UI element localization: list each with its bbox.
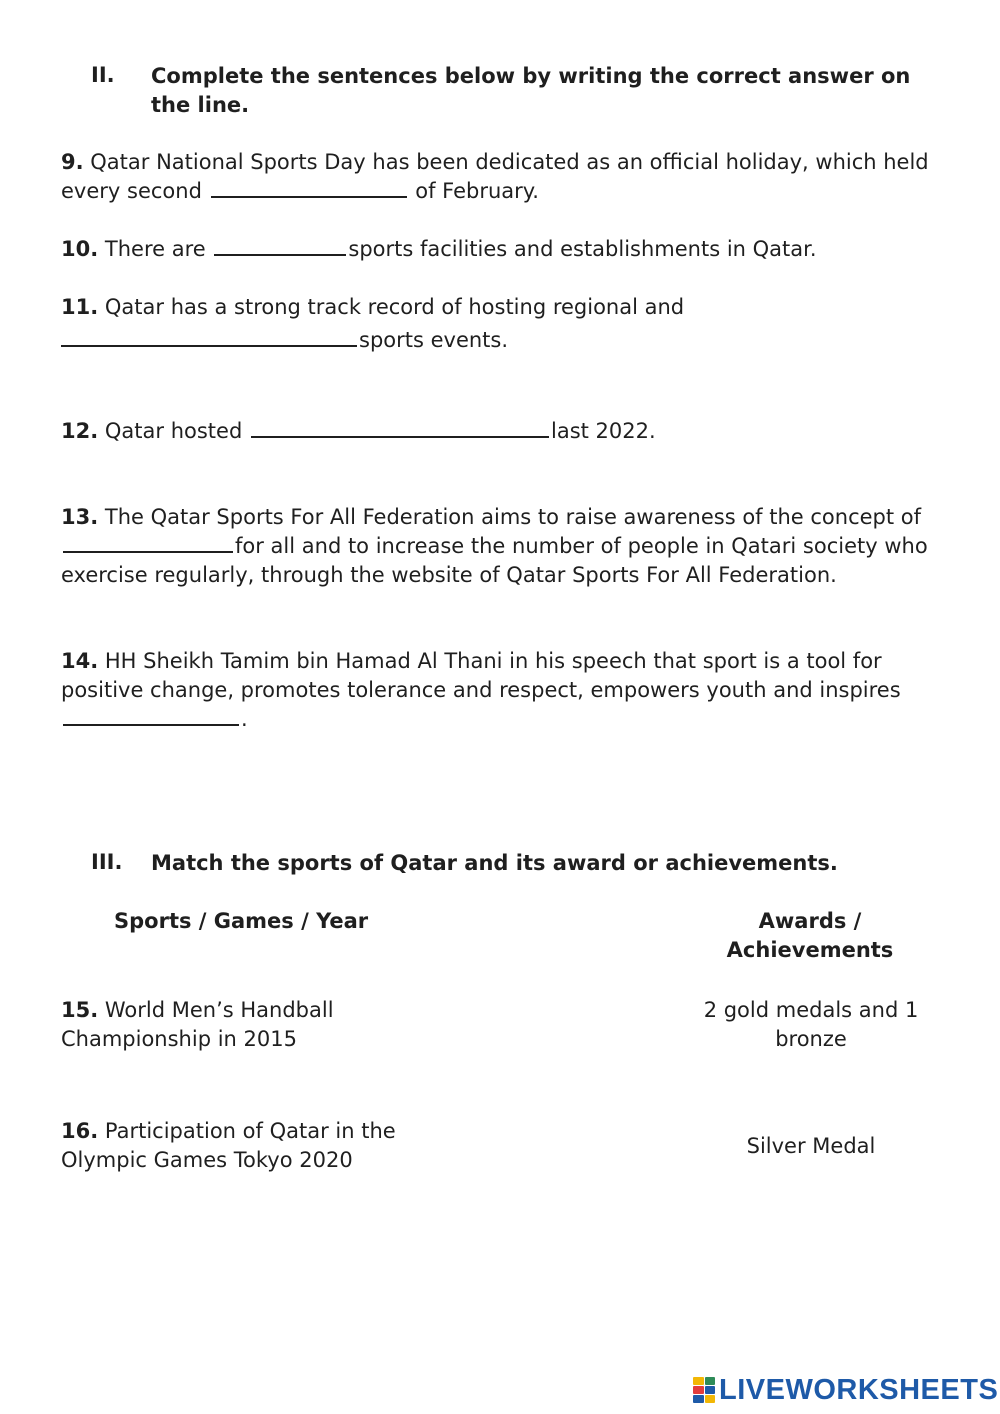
question-9 <box>61 148 961 206</box>
question-text-after: for all and to increase the number of people in Qatari society who exercise regularly, through the website of Qatar Sports For All Federation. <box>61 534 928 587</box>
question-text: The Qatar Sports For All Federation aims to raise awareness of the concept of <box>104 505 922 529</box>
question-number: 13. <box>61 505 99 529</box>
answer-blank-12[interactable] <box>251 418 549 438</box>
question-11-line-2 <box>61 326 961 355</box>
question-number: 12. <box>61 419 99 443</box>
answer-blank-13[interactable] <box>63 533 233 553</box>
question-14 <box>61 647 961 734</box>
question-text-after: sports events. <box>359 328 509 352</box>
question-text: Qatar National Sports Day has been dedicated as an official holiday, which held every second <box>61 150 929 203</box>
question-text-after: . <box>241 707 248 731</box>
question-text: Qatar hosted <box>104 419 243 443</box>
match-item-left[interactable] <box>61 996 441 1054</box>
question-number: 15. <box>61 998 99 1022</box>
left-column-header: Sports / Games / Year <box>114 909 369 933</box>
right-header-line-1: Awards / <box>758 909 862 933</box>
match-left-text: World Men’s Handball Championship in 2015 <box>61 998 334 1051</box>
question-13 <box>61 503 961 590</box>
match-item-right[interactable] <box>690 1132 932 1161</box>
right-column-header <box>690 907 930 965</box>
question-number: 11. <box>61 295 99 319</box>
question-text: HH Sheikh Tamim bin Hamad Al Thani in his speech that sport is a tool for positive change, promotes tolerance and respect, empowers youth and inspires <box>61 649 901 702</box>
question-text-after: sports facilities and establishments in Qatar. <box>348 237 817 261</box>
liveworksheets-logo-icon <box>693 1377 715 1403</box>
liveworksheets-logo <box>693 1375 998 1405</box>
question-text-after: of February. <box>408 179 539 203</box>
question-number: 14. <box>61 649 99 673</box>
question-text: Qatar has a strong track record of hosting regional and <box>104 295 685 319</box>
question-number: 9. <box>61 150 84 174</box>
question-number: 10. <box>61 237 99 261</box>
section-2-numeral: II. <box>91 63 115 87</box>
question-text-after: last 2022. <box>550 419 656 443</box>
right-header-line-2: Achievements <box>726 938 894 962</box>
match-item-right[interactable] <box>690 996 932 1054</box>
match-item-left[interactable] <box>61 1117 441 1175</box>
question-12 <box>61 417 961 446</box>
section-3-title: Match the sports of Qatar and its award or achievements. <box>151 851 838 875</box>
answer-blank-10[interactable] <box>214 236 346 256</box>
question-10 <box>61 235 961 264</box>
question-text: There are <box>104 237 206 261</box>
section-3-numeral: III. <box>91 850 123 874</box>
match-left-text: Participation of Qatar in the Olympic Games Tokyo 2020 <box>61 1119 396 1172</box>
answer-blank-9[interactable] <box>211 178 407 198</box>
match-right-line-2: bronze <box>775 1027 847 1051</box>
answer-blank-11[interactable] <box>61 327 357 347</box>
answer-blank-14[interactable] <box>63 706 239 726</box>
match-right-line-1: 2 gold medals and 1 <box>703 998 919 1022</box>
match-right-line-1: Silver Medal <box>746 1134 876 1158</box>
logo-text: LIVEWORKSHEETS <box>719 1373 999 1406</box>
question-number: 16. <box>61 1119 99 1143</box>
question-11 <box>61 293 961 322</box>
section-2-title: Complete the sentences below by writing the correct answer on the line. <box>151 64 911 117</box>
